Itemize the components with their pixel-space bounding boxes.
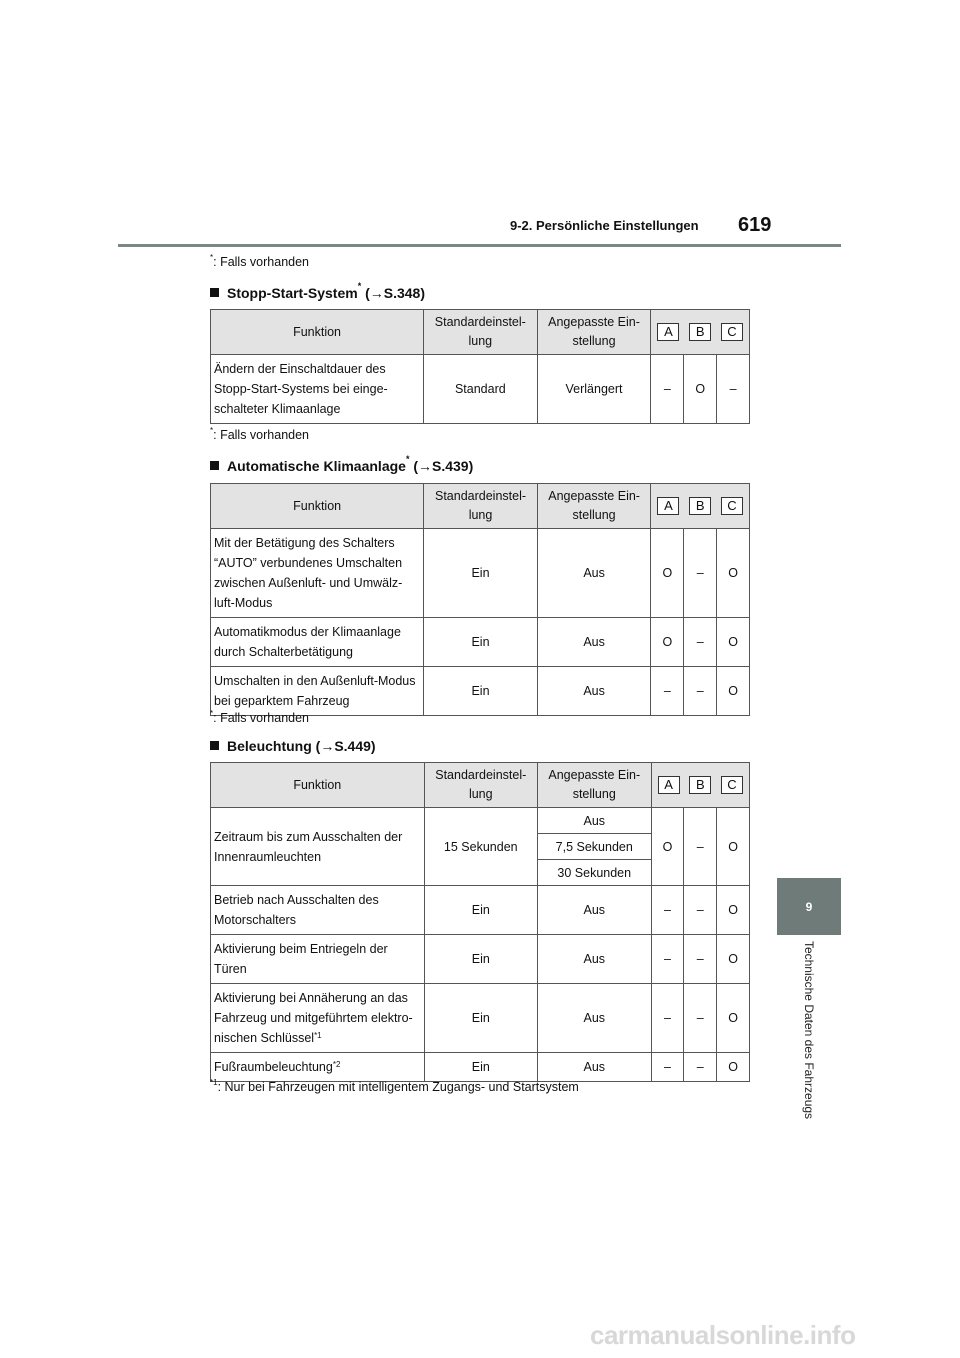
cell-function: Umschalten in den Außenluft-Modus bei geparktem Fahrzeug	[211, 667, 424, 716]
header-divider	[118, 244, 841, 247]
cell-default: Ein	[424, 667, 537, 716]
cell-b: –	[684, 618, 717, 667]
cell-a: –	[651, 667, 684, 716]
cell-b: –	[684, 935, 717, 984]
cell-default: Ein	[424, 1053, 537, 1082]
footnote-ref: *2	[332, 1060, 341, 1069]
cell-function: Automatikmodus der Klimaanlage durch Schalterbetätigung	[211, 618, 424, 667]
cell-function: Aktivierung bei Annäherung an das Fahrzeug und mitgeführtem elektro-nischen Schlüssel$^{*1}$	[211, 984, 425, 1053]
col-header-funktion: Funktion	[211, 310, 424, 355]
cell-function: Ändern der Einschaltdauer des Stopp-Start-Systems bei einge-schalteter Klimaanlage	[211, 355, 424, 424]
section-title-beleuchtung: Beleuchtung (→S.449)	[210, 738, 376, 754]
cell-function: Fußraumbeleuchtung$^{*2}$	[211, 1053, 425, 1082]
cell-a: –	[651, 886, 684, 935]
cell-c: O	[717, 529, 750, 618]
cell-function: Aktivierung beim Entriegeln der Türen	[211, 935, 425, 984]
page-number: 619	[738, 214, 772, 236]
cell-c: O	[717, 667, 750, 716]
note-falls-vorhanden: *: Falls vorhanden	[210, 426, 310, 442]
footnote-ref: *1	[314, 1031, 322, 1040]
section-title-stopp-start: Stopp-Start-System* (→S.348)	[210, 285, 425, 301]
cell-a: O	[651, 529, 684, 618]
cell-default: Standard	[424, 355, 537, 424]
cell-a: O	[651, 808, 684, 886]
table-row	[211, 1053, 750, 1082]
note-falls-vorhanden: *: Falls vorhanden	[210, 709, 310, 725]
cell-b: –	[684, 808, 717, 886]
cell-adjusted: Verlängert	[537, 355, 651, 424]
header-box-b: B	[689, 776, 711, 794]
col-header-adjusted: Angepasste Ein- stellung	[537, 763, 651, 808]
header-box-b: B	[689, 497, 711, 515]
cell-default: Ein	[424, 935, 537, 984]
col-header-abc	[651, 310, 750, 355]
header-box-c: C	[721, 323, 743, 341]
note-falls-vorhanden: *: Falls vorhanden	[210, 253, 310, 269]
cell-b: –	[684, 667, 717, 716]
cell-a: –	[651, 355, 684, 424]
chapter-label: Technische Daten des Fahrzeugs	[802, 940, 816, 1120]
cell-adjusted: Aus	[537, 984, 651, 1053]
cell-default: Ein	[424, 529, 537, 618]
header-box-b: B	[689, 323, 711, 341]
cell-c: O	[717, 1053, 750, 1082]
square-bullet-icon	[210, 461, 219, 470]
table-row	[211, 618, 750, 667]
cell-default: Ein	[424, 984, 537, 1053]
settings-table-beleuchtung	[210, 762, 750, 1082]
table-row	[211, 886, 750, 935]
table-row	[211, 935, 750, 984]
cell-a: –	[651, 1053, 684, 1082]
table-row	[211, 667, 750, 716]
cell-function: Mit der Betätigung des Schalters “AUTO” verbundenes Umschalten zwischen Außenluft- und Umwälz-luft-Modus	[211, 529, 424, 618]
col-header-funktion: Funktion	[211, 763, 425, 808]
cell-c: O	[717, 886, 750, 935]
cell-b: –	[684, 886, 717, 935]
cell-adjusted: Aus	[537, 935, 651, 984]
cell-default: Ein	[424, 618, 537, 667]
cell-c: O	[717, 808, 750, 886]
cell-b: –	[684, 984, 717, 1053]
cell-adjusted: Aus	[537, 886, 651, 935]
square-bullet-icon	[210, 741, 219, 750]
cell-function: Zeitraum bis zum Ausschalten der Innenraumleuchten	[211, 808, 425, 886]
cell-c: O	[717, 618, 750, 667]
footnote: $^{*1}$: Nur bei Fahrzeugen mit intelligentem Zugangs- und Startsystem	[210, 1078, 579, 1094]
header-box-c: C	[721, 497, 743, 515]
cell-adjusted: Aus	[537, 1053, 651, 1082]
cell-adjusted: Aus	[537, 529, 651, 618]
cell-default: Ein	[424, 886, 537, 935]
square-bullet-icon	[210, 288, 219, 297]
cell-a: –	[651, 935, 684, 984]
header-box-a: A	[657, 497, 679, 515]
col-header-abc	[651, 763, 749, 808]
section-title-klimaanlage: Automatische Klimaanlage* (→S.439)	[210, 458, 473, 474]
chapter-tab[interactable]: 9	[777, 878, 841, 935]
col-header-adjusted: Angepasste Ein- stellung	[537, 484, 651, 529]
table-row	[211, 808, 750, 834]
cell-b: –	[684, 1053, 717, 1082]
cell-adjusted-option: Aus	[537, 808, 651, 834]
cell-c: O	[717, 984, 750, 1053]
header-box-c: C	[721, 776, 743, 794]
cell-b: –	[684, 529, 717, 618]
header-box-a: A	[657, 323, 679, 341]
col-header-standard: Standardeinstel- lung	[424, 484, 537, 529]
cell-function: Betrieb nach Ausschalten des Motorschalters	[211, 886, 425, 935]
table-row	[211, 984, 750, 1053]
col-header-abc	[651, 484, 750, 529]
header-box-a: A	[658, 776, 680, 794]
col-header-standard: Standardeinstel- lung	[424, 310, 537, 355]
cell-b: O	[684, 355, 717, 424]
cell-a: O	[651, 618, 684, 667]
settings-table-stopp-start	[210, 309, 750, 424]
cell-adjusted-option: 30 Sekunden	[537, 860, 651, 886]
cell-adjusted: Aus	[537, 618, 651, 667]
table-row	[211, 355, 750, 424]
col-header-funktion: Funktion	[211, 484, 424, 529]
settings-table-klimaanlage	[210, 483, 750, 716]
cell-default: 15 Sekunden	[424, 808, 537, 886]
col-header-adjusted: Angepasste Ein- stellung	[537, 310, 651, 355]
cell-a: –	[651, 984, 684, 1053]
cell-c: –	[717, 355, 750, 424]
cell-c: O	[717, 935, 750, 984]
cell-adjusted: Aus	[537, 667, 651, 716]
section-header: 9-2. Persönliche Einstellungen	[510, 218, 699, 233]
table-row	[211, 529, 750, 618]
cell-adjusted-option: 7,5 Sekunden	[537, 834, 651, 860]
watermark: carmanualsonline.info	[590, 1320, 856, 1350]
col-header-standard: Standardeinstel- lung	[424, 763, 537, 808]
